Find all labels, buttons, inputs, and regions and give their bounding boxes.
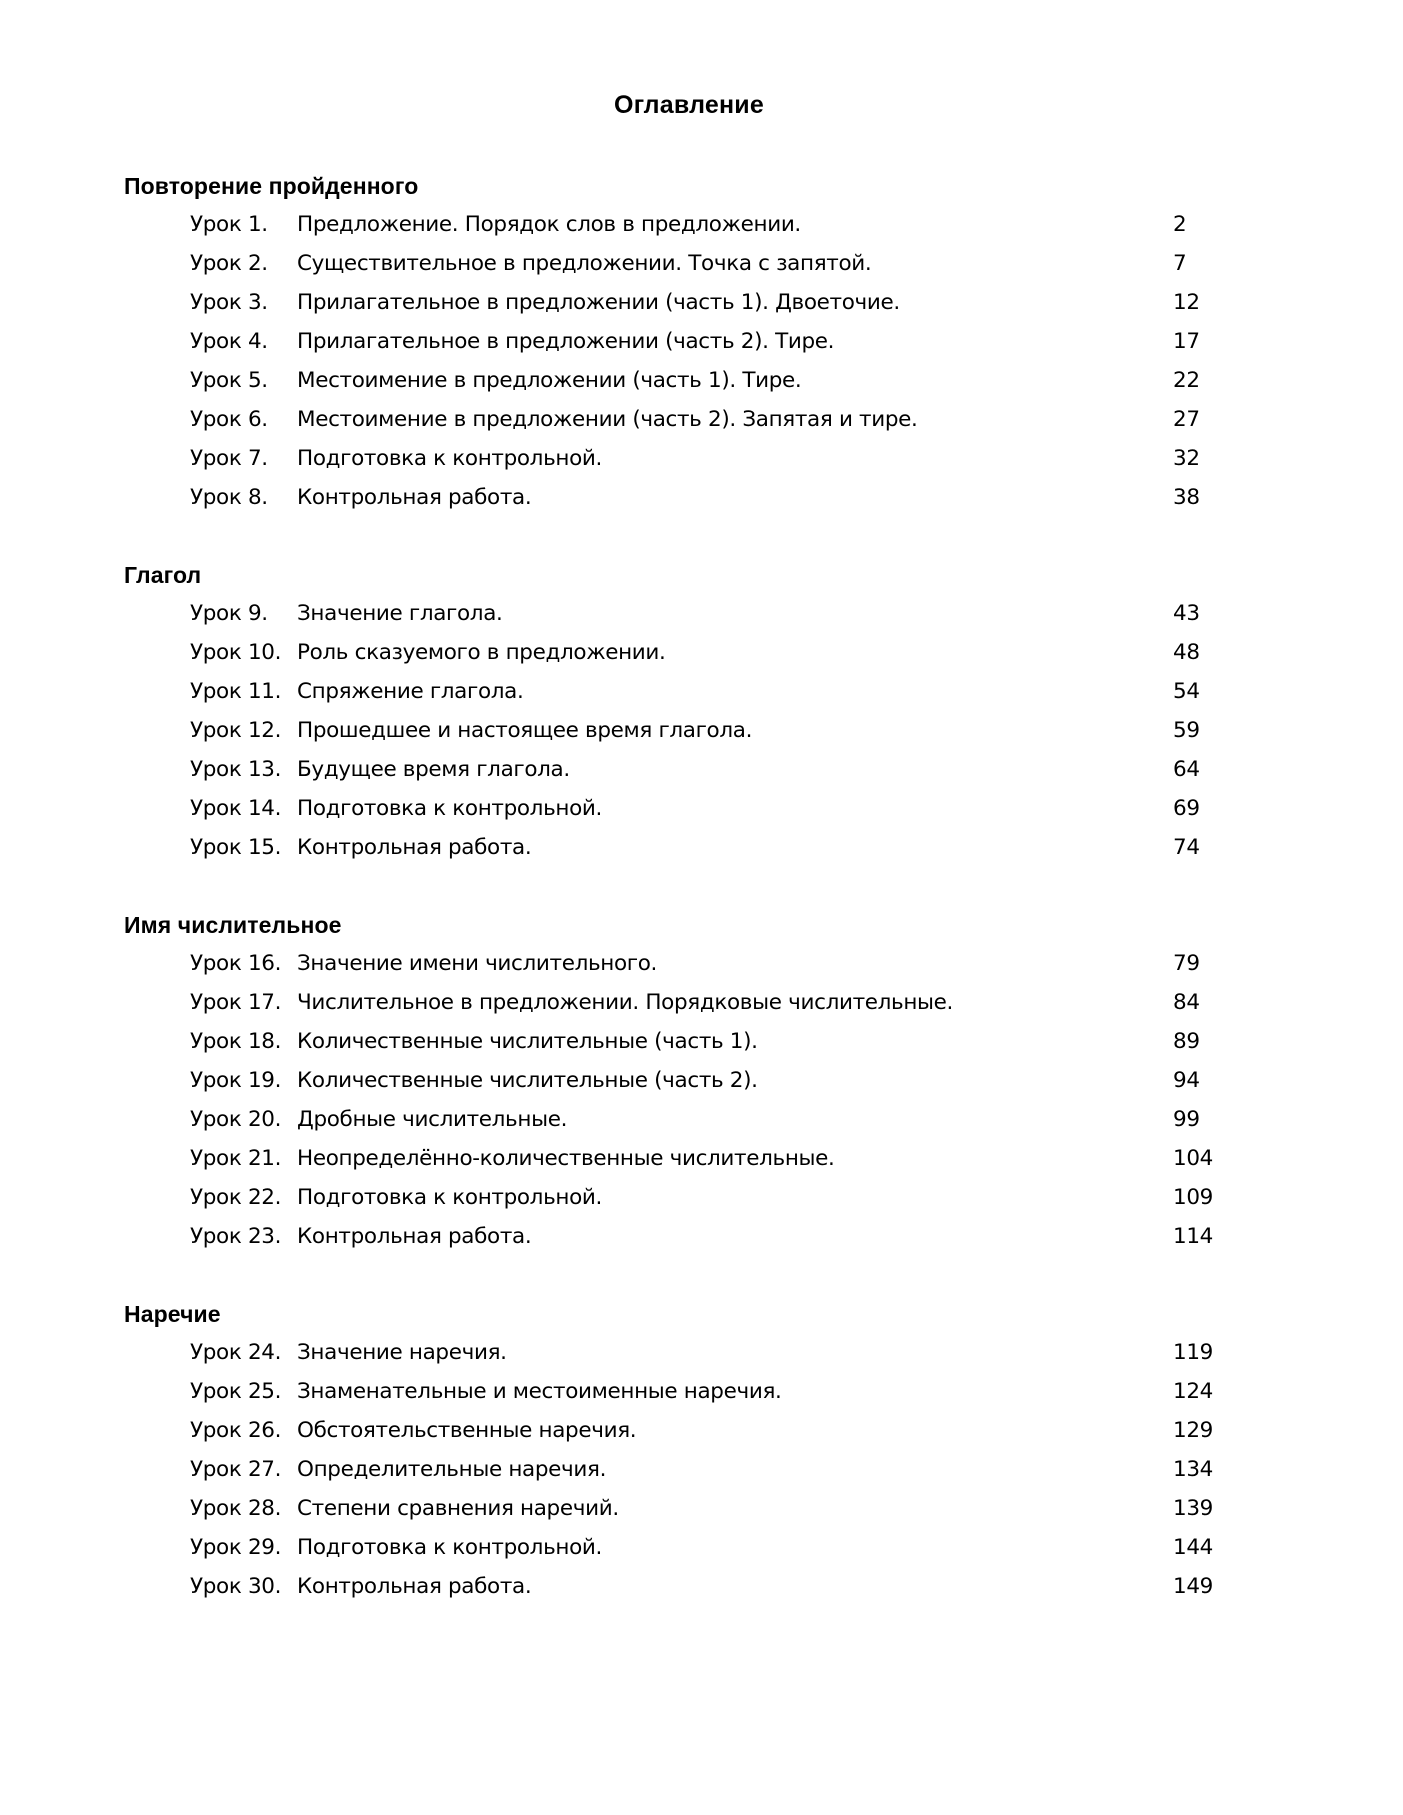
lesson-label: Урок 25. (190, 1379, 282, 1404)
lesson-title: Неопределённо-количественные числительные. (297, 1146, 835, 1171)
toc-entry[interactable] (124, 711, 1274, 750)
page-number: 129 (1173, 1418, 1213, 1443)
lesson-label: Урок 2. (190, 251, 268, 276)
lesson-title: Прилагательное в предложении (часть 1). Двоеточие. (297, 290, 900, 315)
toc-entry[interactable] (124, 1178, 1274, 1217)
toc-entry[interactable] (124, 1489, 1274, 1528)
toc-entry[interactable] (124, 750, 1274, 789)
lesson-label: Урок 7. (190, 446, 268, 471)
lesson-label: Урок 15. (190, 835, 282, 860)
page-number: 69 (1173, 796, 1200, 821)
lesson-title: Значение глагола. (297, 601, 503, 626)
lesson-title: Количественные числительные (часть 1). (297, 1029, 758, 1054)
page-number: 104 (1173, 1146, 1213, 1171)
toc-section-numeral (124, 906, 1274, 1256)
page-number: 149 (1173, 1574, 1213, 1599)
lesson-title: Значение имени числительного. (297, 951, 658, 976)
page-number: 54 (1173, 679, 1200, 704)
lesson-title: Числительное в предложении. Порядковые числительные. (297, 990, 954, 1015)
lesson-title: Контрольная работа. (297, 1224, 532, 1249)
lesson-title: Прошедшее и настоящее время глагола. (297, 718, 753, 743)
lesson-label: Урок 6. (190, 407, 268, 432)
toc-entry[interactable] (124, 478, 1274, 517)
page-number: 109 (1173, 1185, 1213, 1210)
page-number: 79 (1173, 951, 1200, 976)
lesson-title: Будущее время глагола. (297, 757, 570, 782)
lesson-title: Подготовка к контрольной. (297, 1535, 603, 1560)
section-title: Глагол (124, 562, 202, 588)
toc-entry[interactable] (124, 672, 1274, 711)
page-number: 43 (1173, 601, 1200, 626)
page-number: 84 (1173, 990, 1200, 1015)
toc-entry[interactable] (124, 1450, 1274, 1489)
lesson-label: Урок 27. (190, 1457, 282, 1482)
lesson-label: Урок 23. (190, 1224, 282, 1249)
toc-entry[interactable] (124, 244, 1274, 283)
lesson-title: Степени сравнения наречий. (297, 1496, 619, 1521)
toc-entry[interactable] (124, 1100, 1274, 1139)
toc-entry[interactable] (124, 983, 1274, 1022)
toc-entry[interactable] (124, 322, 1274, 361)
toc-entry[interactable] (124, 633, 1274, 672)
lesson-label: Урок 3. (190, 290, 268, 315)
page-number: 32 (1173, 446, 1200, 471)
toc-entry[interactable] (124, 205, 1274, 244)
lesson-title: Местоимение в предложении (часть 1). Тире. (297, 368, 802, 393)
page-number: 17 (1173, 329, 1200, 354)
lesson-label: Урок 24. (190, 1340, 282, 1365)
toc-entry[interactable] (124, 283, 1274, 322)
page-number: 12 (1173, 290, 1200, 315)
section-title: Имя числительное (124, 912, 342, 938)
page-title: Оглавление (614, 91, 764, 119)
lesson-title: Подготовка к контрольной. (297, 446, 603, 471)
lesson-title: Спряжение глагола. (297, 679, 524, 704)
page-number: 48 (1173, 640, 1200, 665)
lesson-title: Подготовка к контрольной. (297, 796, 603, 821)
page-number: 94 (1173, 1068, 1200, 1093)
lesson-label: Урок 11. (190, 679, 282, 704)
toc-entry[interactable] (124, 1567, 1274, 1606)
page-number: 2 (1173, 212, 1187, 237)
section-title: Наречие (124, 1301, 221, 1327)
toc-entry[interactable] (124, 944, 1274, 983)
page-number: 134 (1173, 1457, 1213, 1482)
lesson-label: Урок 28. (190, 1496, 282, 1521)
lesson-title: Прилагательное в предложении (часть 2). Тире. (297, 329, 835, 354)
page-number: 89 (1173, 1029, 1200, 1054)
toc-section-adverb (124, 1295, 1274, 1606)
page-number: 74 (1173, 835, 1200, 860)
lesson-title: Подготовка к контрольной. (297, 1185, 603, 1210)
lesson-label: Урок 16. (190, 951, 282, 976)
section-title: Повторение пройденного (124, 173, 419, 199)
toc-entry[interactable] (124, 1061, 1274, 1100)
lesson-title: Существительное в предложении. Точка с запятой. (297, 251, 872, 276)
lesson-title: Роль сказуемого в предложении. (297, 640, 666, 665)
page-number: 114 (1173, 1224, 1213, 1249)
lesson-label: Урок 19. (190, 1068, 282, 1093)
toc-entry[interactable] (124, 1139, 1274, 1178)
lesson-label: Урок 17. (190, 990, 282, 1015)
lesson-label: Урок 18. (190, 1029, 282, 1054)
lesson-label: Урок 13. (190, 757, 282, 782)
toc-entry[interactable] (124, 1022, 1274, 1061)
toc-entry[interactable] (124, 439, 1274, 478)
page-number: 119 (1173, 1340, 1213, 1365)
table-of-contents (124, 167, 1274, 1606)
toc-entry[interactable] (124, 361, 1274, 400)
toc-entry[interactable] (124, 1333, 1274, 1372)
lesson-label: Урок 12. (190, 718, 282, 743)
lesson-title: Предложение. Порядок слов в предложении. (297, 212, 801, 237)
lesson-label: Урок 10. (190, 640, 282, 665)
lesson-label: Урок 30. (190, 1574, 282, 1599)
lesson-title: Значение наречия. (297, 1340, 507, 1365)
toc-entry[interactable] (124, 1372, 1274, 1411)
lesson-title: Контрольная работа. (297, 1574, 532, 1599)
page-number: 22 (1173, 368, 1200, 393)
page-number: 144 (1173, 1535, 1213, 1560)
lesson-label: Урок 1. (190, 212, 268, 237)
lesson-title: Контрольная работа. (297, 835, 532, 860)
page-number: 27 (1173, 407, 1200, 432)
page-number: 139 (1173, 1496, 1213, 1521)
lesson-label: Урок 8. (190, 485, 268, 510)
page-number: 38 (1173, 485, 1200, 510)
toc-entry[interactable] (124, 594, 1274, 633)
lesson-label: Урок 26. (190, 1418, 282, 1443)
page-number: 7 (1173, 251, 1187, 276)
page-number: 99 (1173, 1107, 1200, 1132)
lesson-label: Урок 20. (190, 1107, 282, 1132)
lesson-title: Определительные наречия. (297, 1457, 607, 1482)
lesson-title: Дробные числительные. (297, 1107, 568, 1132)
lesson-title: Знаменательные и местоименные наречия. (297, 1379, 782, 1404)
lesson-title: Количественные числительные (часть 2). (297, 1068, 758, 1093)
toc-entry[interactable] (124, 1217, 1274, 1256)
toc-entry[interactable] (124, 789, 1274, 828)
toc-section-verb (124, 556, 1274, 867)
lesson-label: Урок 14. (190, 796, 282, 821)
toc-entry[interactable] (124, 400, 1274, 439)
toc-entry[interactable] (124, 1411, 1274, 1450)
lesson-label: Урок 22. (190, 1185, 282, 1210)
toc-entry[interactable] (124, 828, 1274, 867)
lesson-label: Урок 9. (190, 601, 268, 626)
lesson-label: Урок 5. (190, 368, 268, 393)
lesson-label: Урок 29. (190, 1535, 282, 1560)
page-number: 59 (1173, 718, 1200, 743)
lesson-label: Урок 4. (190, 329, 268, 354)
lesson-title: Местоимение в предложении (часть 2). Запятая и тире. (297, 407, 918, 432)
page-number: 124 (1173, 1379, 1213, 1404)
lesson-title: Контрольная работа. (297, 485, 532, 510)
page-number: 64 (1173, 757, 1200, 782)
toc-entry[interactable] (124, 1528, 1274, 1567)
lesson-label: Урок 21. (190, 1146, 282, 1171)
toc-section-review (124, 167, 1274, 517)
lesson-title: Обстоятельственные наречия. (297, 1418, 637, 1443)
